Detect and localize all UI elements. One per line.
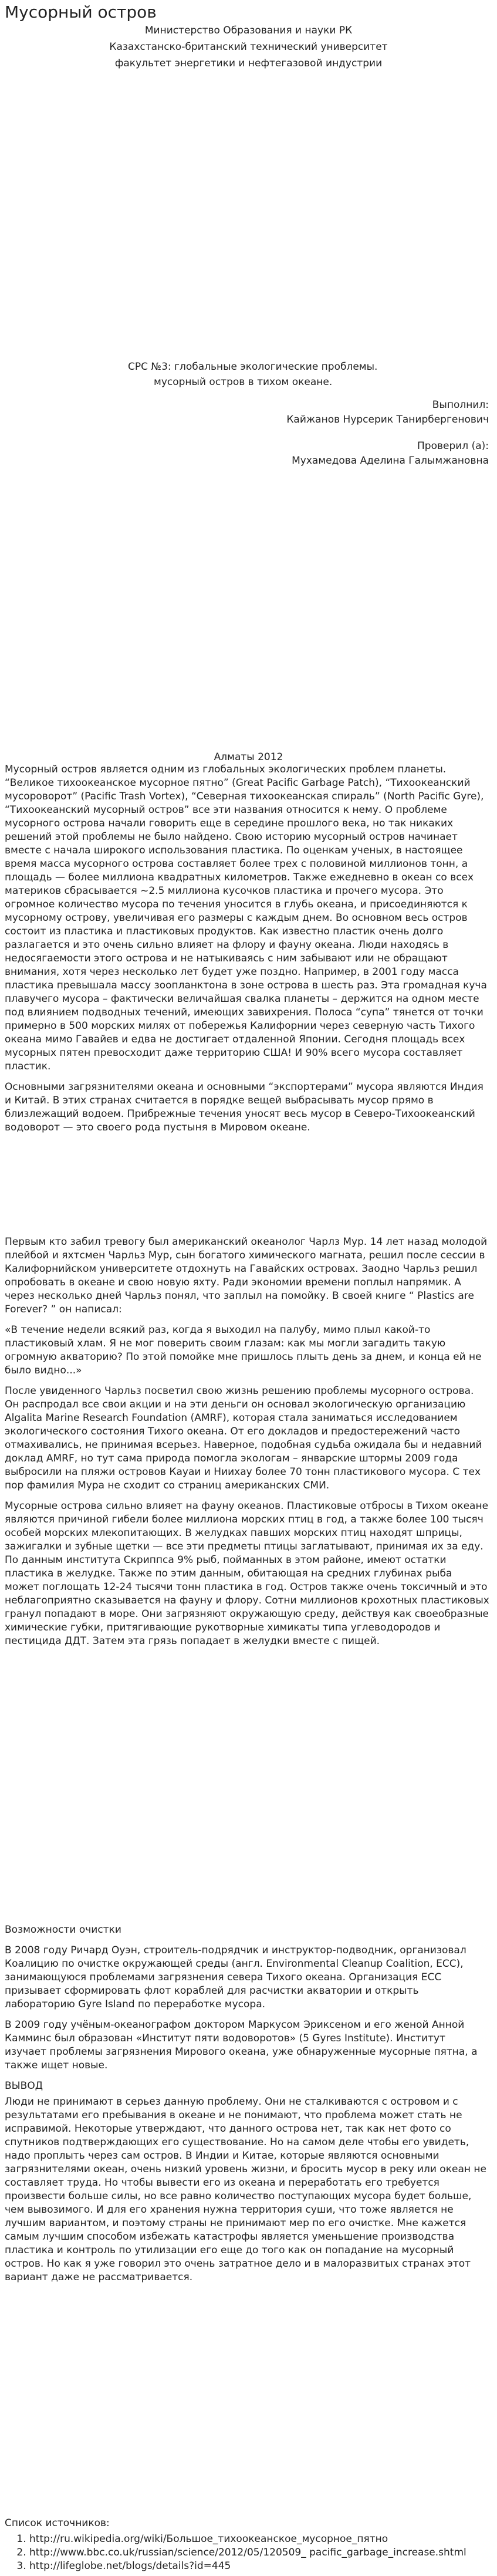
paragraph-conclusion: Люди не принимают в серьез данную проблему. Они не сталкиваются с островом и с результатами его пребывания в океане и не понимают, что проблема может стать не исправимой. Некоторые утверждают, что данного острова нет, так как нет фото со спутников подтверждающих его существование. Но на самом деле чтобы его увидеть, надо проплыть через сам остров. В Индии и Китае, которые являются основными загрязнителями океан, очень низкий уровень жизни, и бросить мусор в реку или океан не составляет труда. Но чтобы вывести его из океана и переработать его требуется произвести больше силы, но все равно количество поступающих мусора будет больше, чем вывозимого. И для его хранения нужна территория суши, что тоже является не лучшим вариантом, и поэтому страны не принимают мер по его очистке. Мне кажется самым лучшим способом избежать катастрофы является уменьшение производства пластика и контроль по утилизации его еще до того как он попадание на мусорный остров. Но как я уже говорил это очень затратное дело и в малоразвитых странах этот вариант даже не рассматривается. xyxy=(5,2096,486,2283)
checker-label: Проверил (а): xyxy=(417,440,489,452)
sources-section xyxy=(5,2517,489,2573)
work-title-line-2: мусорный остров в тихом океане. xyxy=(154,376,333,388)
body-section-2 xyxy=(5,1235,489,1655)
executor-block xyxy=(286,398,489,427)
body-section-3 xyxy=(5,1923,489,2291)
work-title xyxy=(0,359,497,390)
sources-list xyxy=(5,2533,489,2573)
body-section-1 xyxy=(5,763,489,1142)
faculty-line: факультет энергетики и нефтегазовой индустрии xyxy=(114,58,383,69)
source-link[interactable]: http://www.bbc.co.uk/russian/science/2012/05/120509_ pacific_garbage_increase.shtml xyxy=(29,2547,466,2558)
work-title-line-1: СРС №3: глобальные экологические проблемы. xyxy=(128,361,378,373)
paragraph-polluters: Основными загрязнителями океана и основными “экспортерами” мусора являются Индия и Китай. В этих странах считается в порядке вещей выбрасывать мусор прямо в близлежащий водоем. Прибрежные течения уносят весь мусор в Северо-Тихоокеанский водоворот — это своего рода пустыня в Мировом океане. xyxy=(5,1081,484,1133)
page-title: Мусорный остров xyxy=(5,2,157,22)
cleanup-heading: Возможности очистки xyxy=(5,1924,121,1936)
checker-block xyxy=(292,439,489,468)
title-page-header xyxy=(0,23,497,71)
checker-name: Мухамедова Аделина Галымжановна xyxy=(292,455,489,467)
source-item xyxy=(29,2533,489,2546)
source-link[interactable]: http://ru.wikipedia.org/wiki/Большое_тихоокеанское_мусорное_пятно xyxy=(29,2533,388,2545)
conclusion-heading: ВЫВОД xyxy=(5,2080,43,2092)
paragraph-moore: Первым кто забил тревогу был американский океанолог Чарлз Мур. 14 лет назад молодой плейбой и яхтсмен Чарльз Мур, сын богатого химического магната, решил после сессии в Калифорнийском университете отдохнуть на Гавайских островах. Заодно Чарльз решил опробовать в океане и свою новую яхту. Ради экономии времени поплыл напрямик. А через несколько дней Чарльз понял, что заплыл на помойку. В своей книге “ Plastics are Forever? ” он написал: xyxy=(5,1236,488,1315)
paragraph-intro: Мусорный остров является одним из глобальных экологических проблем планеты. “Великое тихоокеанское мусорное пятно” (Great Pacific Garbage Patch), “Тихоокеанский мусороворот” (Pacific Trash Vortex), “Северная тихоокеанская спираль” (North Pacific Gyre), “Тихоокеанский мусорный остров” все эти названия относится к нему. О проблеме мусорного острова начали говорить еще в середине прошлого века, но так никаких решений этой проблемы не было найдено. Свою историю мусорный остров начинает вместе с начала широкого использования пластика. По оценкам ученых, в настоящее время масса мусорного острова составляет более трех с половиной миллионов тонн, а площадь — более миллиона квадратных километров. Также ежедневно в океан со всех материков сбрасывается ~2.5 миллиона кусочков пластика и прочего мусора. Это огромное количество мусора по течения уносится в глубь океана, и присоединяются к мусорному острову, увеличивая его размеры с каждым днем. Во основном весь остров состоит из пластика и пластиковых продуктов. Как известно пластик очень долго разлагается и это очень сильно влияет на флору и фауну океана. Люди находясь в недосягаемости этого острова и не натыкиваясь с ним забывают или не обращают внимания, хотя через несколько лет будет уже поздно. Например, в 2001 году масса пластика превышала массу зоопланктона в зоне острова в шесть раз. Эта громадная куча плавучего мусора – фактически величайшая свалка планеты – держится на одном месте под влиянием подводных течений, имеющих завихрения. Полоса “супа” тянется от точки примерно в 500 морских милях от побережья Калифорнии через северную часть Тихого океана мимо Гавайев и едва не достигает отдаленной Японии. Сегодня площадь всех мусорных пятен превосходит даже территорию США! И 90% всего мусора составляет пластик. xyxy=(5,764,487,1072)
executor-name: Кайжанов Нурсерик Танирбергенович xyxy=(286,414,489,426)
paragraph-quote: «В течение недели всякий раз, когда я выходил на палубу, мимо плыл какой-то пластиковый хлам. Я не мог поверить своим глазам: как мы могли загадить такую огромную акваторию? По этой помойке мне пришлось плыть день за днем, и конца ей не было видно...» xyxy=(5,1324,482,1376)
source-item xyxy=(29,2546,489,2560)
paragraph-amrf: После увиденного Чарльз посветил свою жизнь решению проблемы мусорного острова. Он распродал все свои акции и на эти деньги он основал экологическую организацию Algalita Marine Research Foundation (AMRF), которая стала заниматься исследованием экологического состояния Тихого океана. От его докладов и предостережений часто отмахивались, не принимая всерьез. Наверное, подобная судьба ожидала бы и недавний доклад AMRF, но тут сама природа помогла экологам – январские штормы 2009 года выбросили на пляжи островов Кауаи и Ниихау более 70 тонн пластикового мусора. С тех пор фамилия Мура не сходит со страниц американских СМИ. xyxy=(5,1385,482,1491)
university-line: Казахстанско-британский технический университет xyxy=(109,41,388,53)
ministry-line: Министерство Образования и науки РК xyxy=(144,25,353,36)
source-link[interactable]: http://lifeglobe.net/blogs/details?id=445 xyxy=(29,2560,231,2572)
sources-heading: Список источников: xyxy=(5,2517,110,2529)
source-item xyxy=(29,2560,489,2573)
paragraph-fauna: Мусорные острова сильно влияет на фауну океанов. Пластиковые отбросы в Тихом океане являются причиной гибели более миллиона морских птиц в год, а также более 100 тысяч особей морских млекопитающих. В желудках павших морских птиц находят шприцы, зажигалки и зубные щетки — все эти предметы птицы заглатывают, принимая их за еду. По данным института Скриппса 9% рыб, пойманных в этом районе, имеют остатки пластика в желудке. Также по этим данным, обитающая на средних глубинах рыба может поглощать 12-24 тысячи тонн пластика в год. Остров также очень токсичный и это неблагоприятно сказывается на фауну и флору. Сотни миллионов крохотных пластиковых гранул попадают в море. Они загрязняют окружающую среду, действуя как своеобразные химические губки, притягивающие рукотворные химикаты типа углеводородов и пестицида ДДТ. Затем эта грязь попадает в желудки вместе с пищей. xyxy=(5,1500,489,1647)
executor-label: Выполнил: xyxy=(432,399,489,411)
city-year: Алматы 2012 xyxy=(214,751,283,763)
paragraph-ecc: В 2008 году Ричард Оуэн, строитель-подрядчик и инструктор-подводник, организовал Коалицию по очистке окружающей среды (англ. Environmental Cleanup Coalition, ECC), занимающуюся проблемами загрязнения севера Тихого океана. Организация ECC призывает сформировать флот кораблей для расчистки акватории и открыть лабораторию Gyre Island по переработке мусора. xyxy=(5,1944,466,2010)
paragraph-5gyres: В 2009 году учёным-океанографом доктором Маркусом Эриксеном и его женой Анной Камминс был образован «Институт пяти водоворотов» (5 Gyres Institute). Институт изучает проблемы загрязнения Мирового океана, уже обнаруженные мусорные пятна, а также ищет новые. xyxy=(5,2019,478,2071)
